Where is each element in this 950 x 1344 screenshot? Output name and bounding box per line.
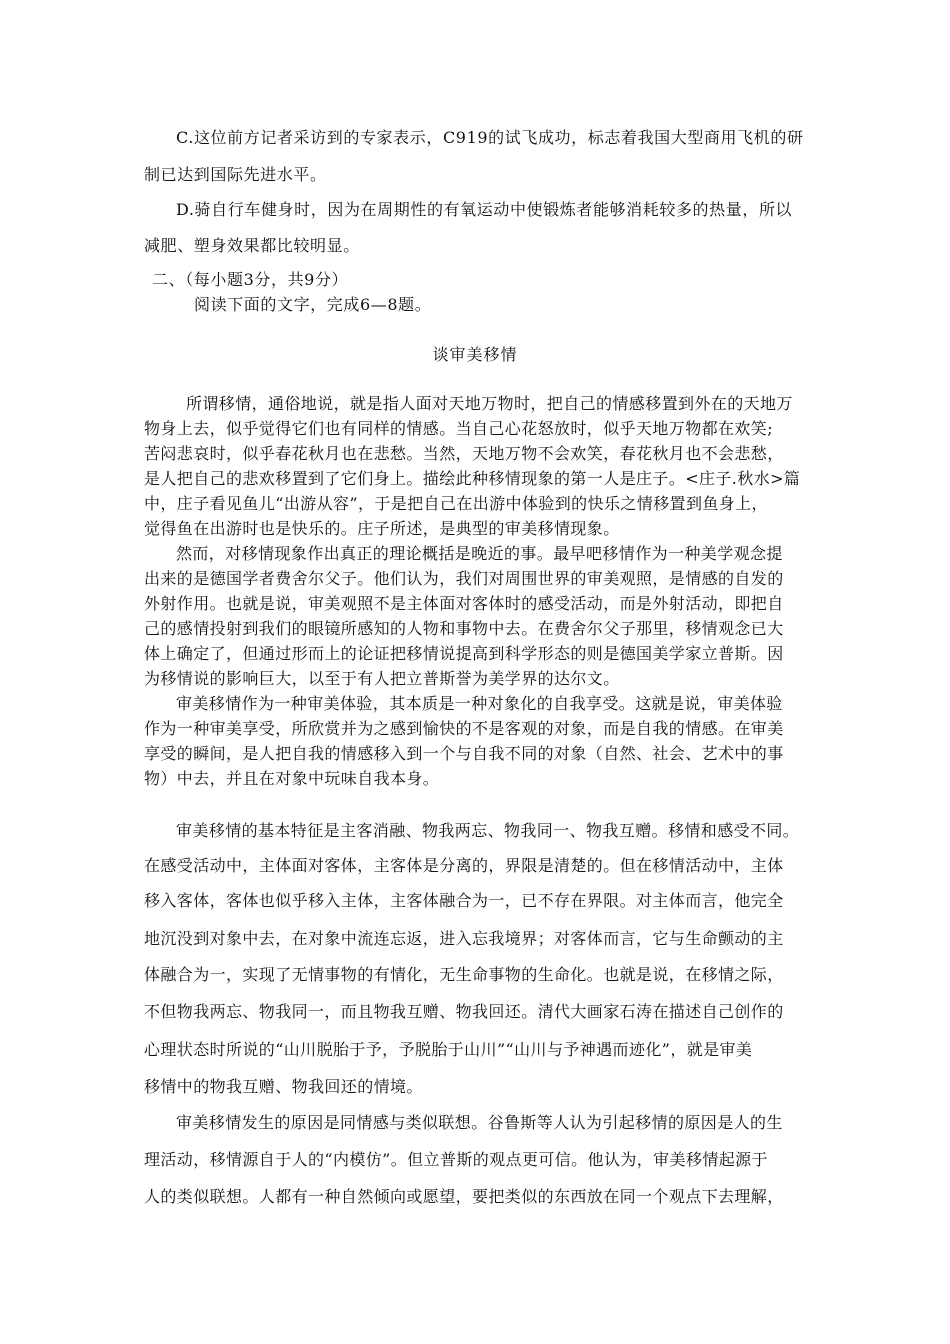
option-c-line-1: C.这位前方记者采访到的专家表示，C919的试飞成功，标志着我国大型商用飞机的研	[176, 128, 804, 147]
option-d-line-2: 减肥、塑身效果都比较明显。	[144, 236, 360, 255]
paragraph-3-line: 作为一种审美享受，所欣赏并为之感到愉快的不是客观的对象，而是自我的情感。在审美	[144, 719, 784, 738]
paragraph-5-line: 理活动，移情源自于人的“内模仿”。但立普斯的观点更可信。他认为，审美移情起源于	[144, 1150, 768, 1169]
paragraph-2-line: 己的感情投射到我们的眼镜所感知的人物和事物中去。在费舍尔父子那里，移情观念已大	[144, 619, 784, 638]
section-instruction: 阅读下面的文字，完成6—8题。	[194, 295, 432, 314]
option-d-line-1: D.骑自行车健身时，因为在周期性的有氧运动中使锻炼者能够消耗较多的热量，所以	[176, 200, 793, 219]
paragraph-4-line: 不但物我两忘、物我同一，而且物我互赠、物我回还。清代大画家石涛在描述自己创作的	[144, 1002, 784, 1021]
paragraph-4-line: 地沉没到对象中去，在对象中流连忘返，进入忘我境界；对客体而言，它与生命颤动的主	[144, 929, 784, 948]
option-c-line-2: 制已达到国际先进水平。	[144, 165, 327, 184]
paragraph-1-line: 中，庄子看见鱼儿“出游从容”，于是把自己在出游中体验到的快乐之情移置到鱼身上，	[144, 494, 768, 513]
paragraph-1-line: 所谓移情，通俗地说，就是指人面对天地万物时，把自己的情感移置到外在的天地万	[186, 394, 793, 413]
paragraph-2-line: 出来的是德国学者费舍尔父子。他们认为，我们对周围世界的审美观照，是情感的自发的	[144, 569, 784, 588]
paragraph-2-line: 外射作用。也就是说，审美观照不是主体面对客体时的感受活动，而是外射活动，即把自	[144, 594, 784, 613]
paragraph-4-line: 心理状态时所说的“山川脱胎于予，予脱胎于山川”“山川与予神遇而迹化”，就是审美	[144, 1040, 753, 1059]
paragraph-4-line: 移情中的物我互赠、物我回还的情境。	[144, 1077, 423, 1096]
paragraph-4-line: 移入客体，客体也似乎移入主体，主客体融合为一，已不存在界限。对主体而言，他完全	[144, 891, 784, 910]
paragraph-2-line: 体上确定了，但通过形而上的论证把移情说提高到科学形态的则是德国美学家立普斯。因	[144, 644, 784, 663]
paragraph-3-line: 审美移情作为一种审美体验，其本质是一种对象化的自我享受。这就是说，审美体验	[176, 694, 783, 713]
paragraph-2-line: 然而，对移情现象作出真正的理论概括是晚近的事。最早吧移情作为一种美学观念提	[176, 544, 783, 563]
paragraph-1-line: 觉得鱼在出游时也是快乐的。庄子所述，是典型的审美移情现象。	[144, 519, 620, 538]
paragraph-1-line: 物身上去，似乎觉得它们也有同样的情感。当自己心花怒放时，似乎天地万物都在欢笑;	[144, 419, 773, 438]
paragraph-5-line: 人的类似联想。人都有一种自然倾向或愿望，要把类似的东西放在同一个观点下去理解，	[144, 1187, 784, 1206]
paragraph-3-line: 物）中去，并且在对象中玩味自我本身。	[144, 769, 440, 788]
paragraph-4-line: 体融合为一，实现了无情事物的有情化，无生命事物的生命化。也就是说，在移情之际，	[144, 965, 784, 984]
paragraph-2-line: 为移情说的影响巨大，以至于有人把立普斯誉为美学界的达尔文。	[144, 669, 620, 688]
article-title: 谈审美移情	[432, 345, 518, 364]
paragraph-1-line: 是人把自己的悲欢移置到了它们身上。描绘此种移情现象的第一人是庄子。<庄子.秋水>篇	[144, 469, 801, 488]
paragraph-4-line: 在感受活动中，主体面对客体，主客体是分离的，界限是清楚的。但在移情活动中，主体	[144, 856, 784, 875]
paragraph-3-line: 享受的瞬间，是人把自我的情感移入到一个与自我不同的对象（自然、社会、艺术中的事	[144, 744, 784, 763]
paragraph-5-line: 审美移情发生的原因是同情感与类似联想。谷鲁斯等人认为引起移情的原因是人的生	[176, 1113, 783, 1132]
section-heading: 二、（每小题3分，共9分）	[152, 270, 349, 289]
paragraph-4-line: 审美移情的基本特征是主客消融、物我两忘、物我同一、物我互赠。移情和感受不同。	[176, 821, 800, 840]
paragraph-1-line: 苦闷悲哀时，似乎春花秋月也在悲愁。当然，天地万物不会欢笑，春花秋月也不会悲愁，	[144, 444, 784, 463]
